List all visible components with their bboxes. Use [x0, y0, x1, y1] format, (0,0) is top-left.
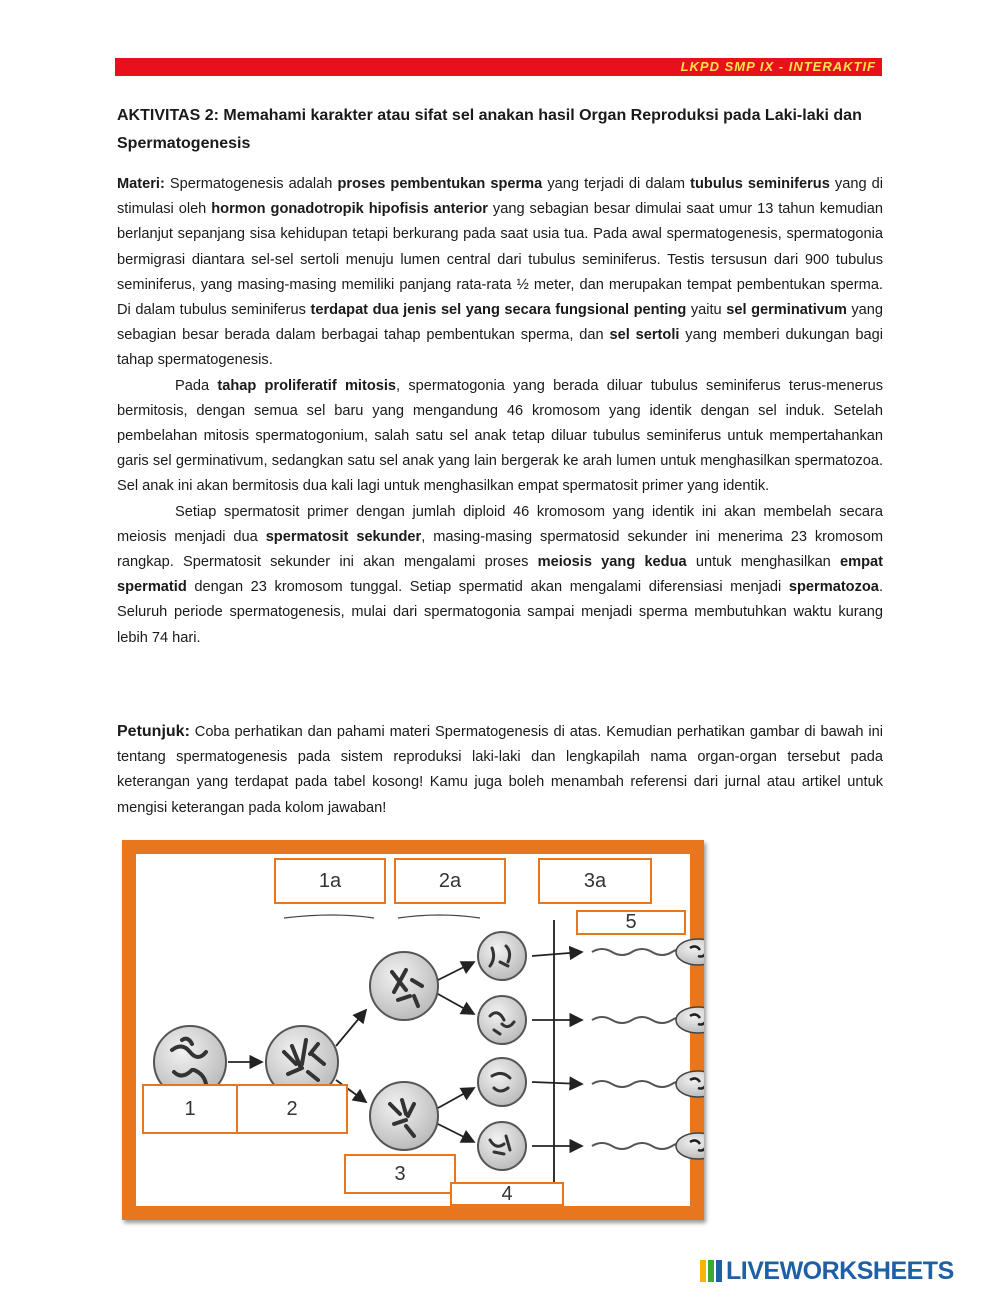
spermatid-2	[478, 996, 526, 1044]
label-box-3a: 3a	[538, 858, 652, 904]
text-segment: Pada	[175, 377, 218, 394]
materi-paragraph-3	[117, 500, 883, 651]
text-segment: meiosis yang kedua	[537, 554, 687, 571]
text-segment: , masing-masing spermatosid sekunder ini menerima 23 kromosom rangkap. Spermatosit sekunder ini akan mengalami proses	[117, 528, 883, 571]
bracket-1a	[284, 915, 374, 918]
label-box-5: 5	[576, 910, 686, 935]
materi-p3-text	[117, 504, 883, 646]
activity-title: AKTIVITAS 2: Memahami karakter atau sifat sel anakan hasil Organ Reproduksi pada Laki-laki dan Spermatogenesis	[117, 107, 862, 152]
spermatid-4	[478, 1122, 526, 1170]
text-segment: yaitu	[686, 302, 727, 319]
text-segment: proses pembentukan sperma	[337, 176, 543, 192]
text-segment: sel germinativum	[726, 302, 847, 319]
materi-paragraph-2	[117, 374, 883, 500]
text-segment: dengan 23 kromosom tunggal. Setiap spermatid akan mengalami diferensiasi menjadi	[186, 579, 789, 596]
text-segment: tahap proliferatif mitosis	[217, 377, 397, 394]
label-box-1: 1	[142, 1084, 238, 1134]
materi-p1-text	[117, 176, 883, 368]
label-box-2a: 2a	[394, 858, 506, 904]
spermatozoa-group	[592, 939, 704, 1159]
spermatid-1	[478, 932, 526, 980]
header-bar	[115, 58, 882, 76]
text-segment: , spermatogonia yang berada diluar tubulus seminiferus terus-menerus bermitosis, dengan semua sel baru yang mengandung 46 kromosom yang identik dengan sel induk. Setelah pembelahan mitosis spermatogonium, salah satu sel anak tetap diluar tubulus seminiferus untuk mempertahankan garis sel germinativum, sedangkan satu sel anak yang lain bergerak ke arah lumen untuk menghasilkan spermatozoa. Sel anak ini akan bermitosis dua kali lagi untuk menghasilkan empat spermatosit primer yang identik.	[117, 377, 883, 495]
petunjuk-label: Petunjuk:	[117, 723, 190, 740]
label-box-3: 3	[344, 1154, 456, 1194]
text-segment: empat spermatid	[117, 554, 883, 596]
liveworksheets-logo-icon	[700, 1260, 722, 1282]
text-segment: tubulus seminiferus	[690, 176, 830, 192]
label-box-4: 4	[450, 1182, 564, 1206]
brand-name: LIVEWORKSHEETS	[726, 1257, 954, 1285]
materi-label: Materi:	[117, 176, 165, 192]
label-box-2: 2	[236, 1084, 348, 1134]
spermatogenesis-diagram	[122, 840, 704, 1220]
label-box-1a: 1a	[274, 858, 386, 904]
text-segment: terdapat dua jenis sel yang secara fungsional penting	[310, 302, 687, 319]
secondary-spermatocyte-bottom	[370, 1082, 438, 1150]
header-title: LKPD SMP IX - INTERAKTIF	[680, 59, 876, 74]
text-segment: yang memberi dukungan bagi tahap spermatogenesis.	[117, 327, 884, 369]
text-segment: untuk menghasilkan	[686, 554, 841, 571]
petunjuk-section	[117, 719, 883, 821]
text-segment: hormon gonadotropik hipofisis anterior	[211, 201, 488, 218]
secondary-spermatocyte-top	[370, 952, 438, 1020]
petunjuk-text: Coba perhatikan dan pahami materi Spermatogenesis di atas. Kemudian perhatikan gambar di bawah ini tentang spermatogenesis pada sistem reproduksi laki-laki dan lengkapilah nama organ-organ tersebut pada keterangan yang terdapat pada tabel kosong! Kamu juga boleh menambah referensi dari jurnal atau artikel untuk mengisi keterangan pada kolom jawaban!	[117, 724, 883, 816]
liveworksheets-brand	[700, 1256, 992, 1286]
text-segment: . Seluruh periode spermatogenesis, mulai dari spermatogonia sampai menjadi sperma membutuhkan waktu kurang lebih 74 hari.	[117, 579, 883, 646]
materi-p2-text	[117, 378, 883, 495]
spermatid-3	[478, 1058, 526, 1106]
text-segment: yang di stimulasi oleh	[117, 176, 883, 218]
bracket-2a	[398, 915, 480, 918]
text-segment: yang terjadi di dalam	[542, 176, 691, 192]
text-segment: spermatozoa	[788, 579, 879, 596]
text-segment: spermatosit sekunder	[265, 528, 422, 545]
text-segment: yang sebagian besar berada dalam berbagai tahap pembentukan sperma, dan	[117, 302, 884, 344]
text-segment: Spermatogenesis adalah	[164, 176, 338, 192]
materi-section	[117, 172, 883, 651]
text-segment: Setiap spermatosit primer dengan jumlah diploid 46 kromosom yang identik ini akan membelah secara meiosis menjadi dua	[117, 503, 883, 545]
text-segment: yang sebagian besar dimulai saat umur 13 tahun kemudian berlanjut sepanjang sisa kehidupan tetapi berkurang pada saat usia tua. Pada awal spermatogenesis, spermatogonia bermigrasi diantara sel-sel sertoli menuju lumen central dari tubulus seminiferus. Testis tersusun dari 900 tubulus seminiferus, yang masing-masing memiliki panjang rata-rata ½ meter, dan merupakan tempat pembentukan sperma. Di dalam tubulus seminiferus	[117, 201, 883, 319]
materi-paragraph-1	[117, 172, 883, 374]
text-segment: sel sertoli	[609, 327, 680, 344]
